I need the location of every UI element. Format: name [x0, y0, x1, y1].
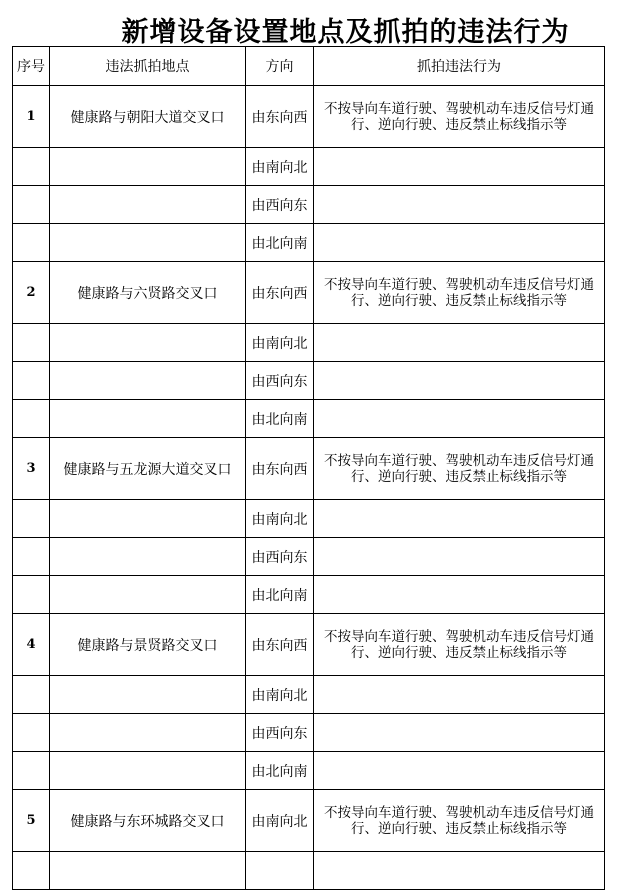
- table-row: [13, 752, 605, 790]
- row-location: [50, 400, 246, 438]
- row-no: [13, 362, 50, 400]
- row-no: [13, 852, 50, 890]
- row-no: [13, 538, 50, 576]
- row-no: 3: [13, 438, 50, 500]
- row-direction: 由南向北: [246, 790, 314, 852]
- header-direction: 方向: [246, 47, 314, 86]
- table-row: [13, 86, 605, 148]
- row-behavior: [314, 148, 605, 186]
- row-no: [13, 148, 50, 186]
- row-location: [50, 676, 246, 714]
- row-direction: 由西向东: [246, 538, 314, 576]
- row-direction: 由南向北: [246, 500, 314, 538]
- row-direction: 由北向南: [246, 400, 314, 438]
- row-no: 4: [13, 614, 50, 676]
- table-row: [13, 714, 605, 752]
- row-no: [13, 324, 50, 362]
- row-no: [13, 186, 50, 224]
- row-direction: 由东向西: [246, 438, 314, 500]
- row-no: [13, 576, 50, 614]
- row-behavior: [314, 500, 605, 538]
- header-location: 违法抓拍地点: [50, 47, 246, 86]
- row-no: [13, 500, 50, 538]
- row-direction: 由东向西: [246, 614, 314, 676]
- row-behavior: [314, 362, 605, 400]
- row-direction: 由南向北: [246, 676, 314, 714]
- row-no: [13, 224, 50, 262]
- row-direction: 由东向西: [246, 86, 314, 148]
- row-direction: 由北向南: [246, 224, 314, 262]
- row-behavior: 不按导向车道行驶、驾驶机动车违反信号灯通行、逆向行驶、违反禁止标线指示等: [314, 86, 605, 148]
- document-title: 新增设备设置地点及抓拍的违法行为: [121, 17, 570, 48]
- row-no: [13, 752, 50, 790]
- row-location: [50, 324, 246, 362]
- row-location: [50, 148, 246, 186]
- row-direction: 由南向北: [246, 324, 314, 362]
- row-no: 1: [13, 86, 50, 148]
- row-behavior: [314, 676, 605, 714]
- row-behavior: 不按导向车道行驶、驾驶机动车违反信号灯通行、逆向行驶、违反禁止标线指示等: [314, 438, 605, 500]
- row-location: [50, 224, 246, 262]
- row-location: [50, 852, 246, 890]
- row-behavior: [314, 224, 605, 262]
- row-behavior: [314, 324, 605, 362]
- table-row: [13, 400, 605, 438]
- row-behavior: [314, 400, 605, 438]
- header-no: 序号: [13, 47, 50, 86]
- row-behavior: 不按导向车道行驶、驾驶机动车违反信号灯通行、逆向行驶、违反禁止标线指示等: [314, 790, 605, 852]
- table-row: [13, 576, 605, 614]
- row-behavior: 不按导向车道行驶、驾驶机动车违反信号灯通行、逆向行驶、违反禁止标线指示等: [314, 614, 605, 676]
- row-behavior: [314, 752, 605, 790]
- row-location: 健康路与景贤路交叉口: [50, 614, 246, 676]
- header-behavior: 抓拍违法行为: [314, 47, 605, 86]
- table-row: [13, 614, 605, 676]
- row-location: [50, 714, 246, 752]
- table-header-row: [13, 47, 605, 86]
- table-row: [13, 186, 605, 224]
- row-location: [50, 538, 246, 576]
- table-row: [13, 148, 605, 186]
- row-location: 健康路与东环城路交叉口: [50, 790, 246, 852]
- row-behavior: [314, 852, 605, 890]
- row-direction: 由西向东: [246, 362, 314, 400]
- row-no: [13, 400, 50, 438]
- table-row: [13, 538, 605, 576]
- row-location: [50, 752, 246, 790]
- table-row: [13, 500, 605, 538]
- table-row: [13, 790, 605, 852]
- row-direction: 由北向南: [246, 752, 314, 790]
- row-behavior: [314, 576, 605, 614]
- table-row: [13, 262, 605, 324]
- row-location: 健康路与六贤路交叉口: [50, 262, 246, 324]
- row-no: [13, 676, 50, 714]
- device-location-table: [12, 46, 605, 890]
- row-behavior: [314, 538, 605, 576]
- table-row: [13, 362, 605, 400]
- row-direction: 由北向南: [246, 576, 314, 614]
- table-row: [13, 438, 605, 500]
- row-direction: 由西向东: [246, 186, 314, 224]
- row-direction: 由东向西: [246, 262, 314, 324]
- row-no: [13, 714, 50, 752]
- row-behavior: [314, 186, 605, 224]
- table-row: [13, 852, 605, 890]
- row-no: 5: [13, 790, 50, 852]
- row-direction: [246, 852, 314, 890]
- row-location: [50, 576, 246, 614]
- table-row: [13, 224, 605, 262]
- row-location: [50, 500, 246, 538]
- row-location: 健康路与朝阳大道交叉口: [50, 86, 246, 148]
- row-behavior: 不按导向车道行驶、驾驶机动车违反信号灯通行、逆向行驶、违反禁止标线指示等: [314, 262, 605, 324]
- row-direction: 由西向东: [246, 714, 314, 752]
- row-direction: 由南向北: [246, 148, 314, 186]
- table-row: [13, 676, 605, 714]
- row-location: [50, 362, 246, 400]
- table-row: [13, 324, 605, 362]
- row-behavior: [314, 714, 605, 752]
- row-location: 健康路与五龙源大道交叉口: [50, 438, 246, 500]
- row-location: [50, 186, 246, 224]
- row-no: 2: [13, 262, 50, 324]
